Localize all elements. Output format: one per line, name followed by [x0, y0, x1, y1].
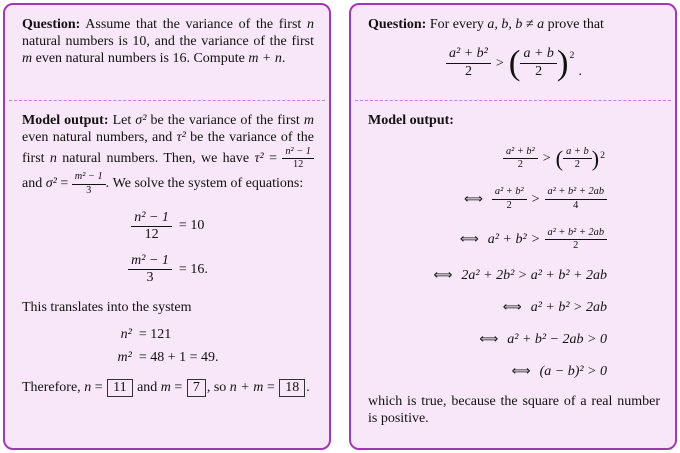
open-paren: (	[508, 43, 521, 83]
superscript: 2	[569, 50, 575, 61]
left-question-section	[5, 5, 329, 100]
inline-fraction: $\frac{\text{a² + b²}}{2}$	[492, 186, 527, 211]
inline-fraction: $\frac{\text{a² + b² + 2ab}}{4}$	[545, 186, 607, 211]
derivation-step-4	[433, 267, 607, 284]
model-output-label: Model output:	[22, 113, 109, 128]
right-question-text: Question: For every a, b, b ≠ a prove that	[368, 17, 604, 32]
inline-fraction: $\frac{a + b}{2}$	[563, 146, 592, 171]
left-example-card	[3, 3, 331, 450]
math-var: σ²	[45, 176, 57, 192]
equation-lhs: n²	[120, 326, 132, 342]
inline-fraction: $\frac{\text{a² + b²}}{2}$	[503, 146, 538, 171]
equation-rhs: = 10	[178, 218, 205, 234]
equation-lhs	[128, 253, 172, 287]
math-expr: n + m	[229, 379, 264, 395]
equation-lhs: m²	[117, 349, 132, 365]
math-var: n	[307, 17, 314, 32]
equation-system-variances	[22, 210, 314, 287]
math-var: m	[160, 379, 171, 395]
iff-arrow: ⟺	[479, 332, 499, 348]
right-question-section	[351, 5, 675, 100]
equation-rhs: = 16.	[178, 261, 208, 277]
equation-system-squares	[22, 327, 314, 367]
open-paren: (	[555, 145, 564, 171]
math-var: m	[22, 51, 33, 66]
derivation-step-7	[512, 363, 607, 380]
iff-arrow: ⟺	[463, 191, 483, 207]
math-expr: a² + b² > 2ab	[530, 300, 607, 316]
right-example-card	[349, 3, 677, 450]
superscript: 2	[600, 150, 605, 161]
relation-sign: >	[495, 55, 504, 71]
math-var: τ²	[254, 150, 264, 166]
math-var: n	[84, 379, 92, 395]
math-var: σ²	[135, 113, 147, 128]
question-label: Question:	[368, 17, 427, 32]
boxed-answer-n: 11	[107, 379, 132, 397]
math-var: τ²	[176, 130, 186, 145]
equation-lhs	[131, 210, 172, 244]
derivation-steps	[368, 146, 660, 380]
model-output-heading	[368, 112, 660, 129]
left-model-output-section	[5, 101, 329, 405]
question-label: Question:	[22, 17, 81, 32]
iff-arrow: ⟺	[459, 232, 479, 248]
close-paren: )	[591, 145, 600, 171]
inline-fraction: $\frac{\text{n² − 1}}{12}$	[282, 146, 314, 171]
relation-sign: >	[542, 151, 551, 167]
right-model-output-section	[351, 101, 675, 435]
math-expr: (a − b)² > 0	[539, 364, 607, 380]
equation-rhs: = 48 + 1 = 49.	[138, 349, 219, 365]
final-remark-text: which is true, because the square of a real number is positive.	[368, 394, 660, 427]
inline-fraction: $\frac{\text{a² + b² + 2ab}}{2}$	[545, 227, 607, 252]
math-expr: 2a² + 2b² > a² + b² + 2ab	[461, 268, 607, 284]
math-expr: m + n	[248, 51, 282, 66]
conclusion-text: Therefore, n = 11 and m = 7 , so n + m = 18 .	[22, 379, 310, 395]
derivation-step-5	[503, 299, 607, 316]
derivation-step-1	[503, 146, 607, 171]
derivation-step-3	[460, 227, 607, 252]
question-display-equation	[368, 43, 660, 83]
derivation-step-6	[479, 331, 607, 348]
iff-arrow: ⟺	[511, 364, 531, 380]
relation-sign: >	[531, 232, 540, 248]
translate-text: This translates into the system	[22, 299, 192, 315]
boxed-answer-sum: 18	[279, 379, 305, 397]
left-question-text: Question: Assume that the variance of the first n natural numbers is 10, and the variance of the first m even natural numbers is 16. Compute m + n.	[22, 17, 314, 66]
iff-arrow: ⟺	[502, 300, 522, 316]
math-expr: a, b, b ≠ a	[487, 17, 545, 32]
derivation-step-2	[464, 186, 607, 211]
math-expr: a² + b²	[487, 232, 527, 248]
display-fraction: $\frac{a + b}{2}$	[520, 46, 556, 80]
close-paren: )	[556, 43, 569, 83]
period: .	[578, 64, 582, 80]
boxed-answer-m: 7	[187, 379, 206, 397]
equation-rhs: = 121	[138, 326, 172, 342]
relation-sign: >	[531, 191, 540, 207]
left-model-output-text: Model output: Let σ² be the variance of the first m even natural numbers, and τ² be the variance of the first n natural numbers. Then, we have τ² = $\frac{\text{n² − 1}}{12}$ and σ² = $\frac{\text{m² − 1}}{3}$ . We solve the system of equations:	[22, 113, 314, 196]
display-fraction: $\frac{\text{n² − 1}}{12}$	[131, 210, 172, 244]
model-output-label: Model output:	[368, 113, 454, 128]
math-var: n	[49, 150, 57, 166]
iff-arrow: ⟺	[433, 268, 453, 284]
math-var: m	[303, 113, 314, 128]
math-expr: a² + b² − 2ab > 0	[507, 332, 607, 348]
display-fraction: $\frac{\text{m² − 1}}{3}$	[128, 253, 172, 287]
display-fraction: $\frac{\text{a² + b²}}{2}$	[446, 46, 491, 80]
inline-fraction: $\frac{\text{m² − 1}}{3}$	[72, 171, 106, 196]
